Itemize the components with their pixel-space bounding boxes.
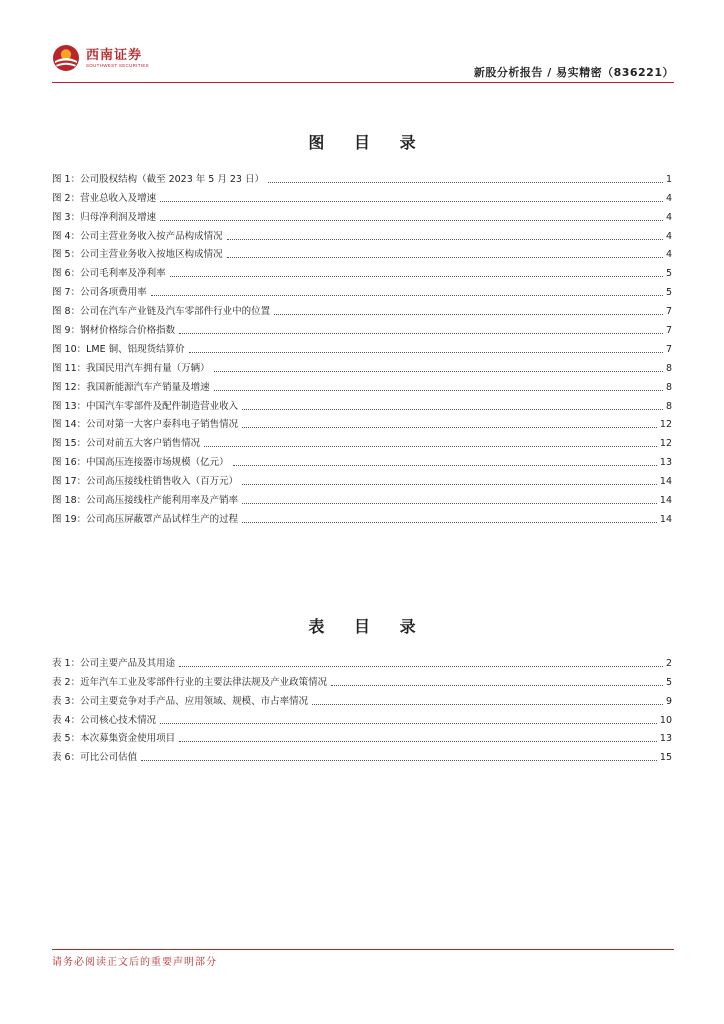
toc-entry-label: 图 2：营业总收入及增速 (52, 192, 157, 204)
toc-dot-leader (151, 295, 663, 296)
toc-entry-page: 2 (665, 657, 672, 669)
toc-dot-leader (242, 503, 657, 504)
toc-entry-label: 表 2：近年汽车工业及零部件行业的主要法律法规及产业政策情况 (52, 676, 328, 688)
toc-entry-label: 图 8：公司在汽车产业链及汽车零部件行业中的位置 (52, 306, 271, 318)
toc-dot-leader (331, 685, 663, 686)
toc-entry-page: 7 (665, 306, 672, 318)
company-logo (52, 40, 149, 76)
toc-dot-leader (242, 484, 657, 485)
toc-entry-page: 8 (665, 400, 672, 412)
figures-toc-list (52, 167, 672, 526)
toc-dot-leader (141, 760, 657, 761)
toc-entry-page: 7 (665, 325, 672, 337)
toc-dot-leader (214, 390, 663, 391)
toc-dot-leader (233, 465, 657, 466)
toc-entry-label: 图 3：归母净利润及增速 (52, 211, 157, 223)
toc-dot-leader (160, 201, 663, 202)
toc-entry-label: 图 5：公司主营业务收入按地区构成情况 (52, 249, 223, 261)
toc-entry[interactable] (52, 651, 672, 670)
toc-entry[interactable] (52, 413, 672, 432)
toc-dot-leader (242, 522, 657, 523)
toc-entry[interactable] (52, 167, 672, 186)
toc-entry-page: 4 (665, 211, 672, 223)
southwest-securities-logo-icon (52, 44, 80, 72)
toc-entry[interactable] (52, 727, 672, 746)
logo-chinese-name: 西南证券 (86, 47, 143, 63)
toc-entry-label: 图 14：公司对第一大客户泰科电子销售情况 (52, 419, 239, 431)
toc-entry-page: 1 (665, 173, 672, 185)
footer-disclaimer: 请务必阅读正文后的重要声明部分 (52, 957, 217, 968)
toc-dot-leader (204, 446, 657, 447)
toc-entry-label: 图 9：钢材价格综合价格指数 (52, 325, 176, 337)
toc-dot-leader (179, 666, 663, 667)
toc-entry[interactable] (52, 469, 672, 488)
toc-dot-leader (179, 333, 663, 334)
toc-entry-page: 15 (659, 752, 672, 764)
toc-entry-page: 5 (665, 287, 672, 299)
toc-dot-leader (268, 182, 663, 183)
toc-entry[interactable] (52, 318, 672, 337)
toc-dot-leader (242, 427, 657, 428)
toc-entry-label: 图 19：公司高压屏蔽罩产品试样生产的过程 (52, 513, 239, 525)
toc-entry-page: 5 (665, 268, 672, 280)
toc-entry-label: 图 16：中国高压连接器市场规模（亿元） (52, 457, 229, 469)
toc-dot-leader (227, 239, 663, 240)
toc-entry-label: 表 6：可比公司估值 (52, 752, 138, 764)
toc-dot-leader (227, 257, 663, 258)
toc-entry[interactable] (52, 431, 672, 450)
toc-dot-leader (160, 220, 663, 221)
toc-dot-leader (160, 723, 657, 724)
toc-entry[interactable] (52, 507, 672, 526)
toc-entry-page: 4 (665, 249, 672, 261)
toc-entry-page: 8 (665, 362, 672, 374)
toc-entry-label: 图 11：我国民用汽车拥有量（万辆） (52, 362, 210, 374)
toc-entry-label: 图 6：公司毛利率及净利率 (52, 268, 166, 280)
toc-dot-leader (274, 314, 663, 315)
toc-entry-page: 9 (665, 695, 672, 707)
toc-entry-label: 图 15：公司对前五大客户销售情况 (52, 438, 201, 450)
toc-entry[interactable] (52, 450, 672, 469)
logo-english-name: SOUTHWEST SECURITIES (86, 62, 149, 68)
toc-entry-page: 12 (659, 419, 672, 431)
toc-entry[interactable] (52, 243, 672, 262)
toc-entry-label: 图 17：公司高压接线柱销售收入（百万元） (52, 476, 239, 488)
toc-entry-label: 图 18：公司高压接线柱产能利用率及产销率 (52, 495, 239, 507)
toc-entry[interactable] (52, 745, 672, 764)
toc-entry-label: 图 4：公司主营业务收入按产品构成情况 (52, 230, 223, 242)
toc-entry[interactable] (52, 708, 672, 727)
toc-entry-page: 7 (665, 343, 672, 355)
toc-entry[interactable] (52, 224, 672, 243)
toc-entry[interactable] (52, 337, 672, 356)
toc-entry-page: 5 (665, 676, 672, 688)
toc-dot-leader (170, 276, 663, 277)
toc-entry[interactable] (52, 375, 672, 394)
toc-entry-page: 13 (659, 457, 672, 469)
toc-entry-page: 8 (665, 381, 672, 393)
toc-entry-label: 图 1：公司股权结构（截至 2023 年 5 月 23 日） (52, 173, 264, 185)
toc-entry[interactable] (52, 394, 672, 413)
toc-entry-label: 图 7：公司各项费用率 (52, 287, 147, 299)
toc-entry[interactable] (52, 670, 672, 689)
toc-entry-page: 14 (659, 476, 672, 488)
toc-entry[interactable] (52, 205, 672, 224)
toc-entry-label: 表 5：本次募集资金使用项目 (52, 733, 176, 745)
logo-text (86, 48, 149, 69)
toc-dot-leader (312, 704, 663, 705)
toc-entry[interactable] (52, 356, 672, 375)
toc-entry-label: 图 12：我国新能源汽车产销量及增速 (52, 381, 210, 393)
toc-entry[interactable] (52, 689, 672, 708)
toc-entry-label: 表 3：公司主要竞争对手产品、应用领域、规模、市占率情况 (52, 695, 309, 707)
toc-dot-leader (214, 371, 663, 372)
toc-entry-page: 4 (665, 192, 672, 204)
toc-entry[interactable] (52, 299, 672, 318)
toc-entry-label: 表 4：公司核心技术情况 (52, 714, 157, 726)
toc-entry-page: 14 (659, 495, 672, 507)
toc-entry[interactable] (52, 186, 672, 205)
footer-divider (52, 949, 674, 950)
toc-entry[interactable] (52, 261, 672, 280)
toc-entry-label: 表 1：公司主要产品及其用途 (52, 657, 176, 669)
toc-entry[interactable] (52, 280, 672, 299)
tables-toc-list (52, 651, 672, 764)
toc-entry-label: 图 10：LME 铜、铝现货结算价 (52, 343, 185, 355)
toc-dot-leader (242, 409, 663, 410)
toc-entry-label: 图 13：中国汽车零部件及配件制造营业收入 (52, 400, 239, 412)
toc-entry-page: 4 (665, 230, 672, 242)
toc-dot-leader (179, 741, 657, 742)
toc-entry-page: 10 (659, 714, 672, 726)
header-divider (52, 82, 674, 83)
tables-toc-title: 表 目 录 (308, 617, 428, 636)
toc-dot-leader (189, 352, 663, 353)
figures-toc-title: 图 目 录 (308, 133, 428, 152)
toc-entry-page: 13 (659, 733, 672, 745)
toc-entry-page: 12 (659, 438, 672, 450)
report-title: 新股分析报告 / 易实精密（836221） (473, 66, 674, 79)
toc-entry-page: 14 (659, 513, 672, 525)
toc-entry[interactable] (52, 488, 672, 507)
page-header (52, 40, 674, 82)
